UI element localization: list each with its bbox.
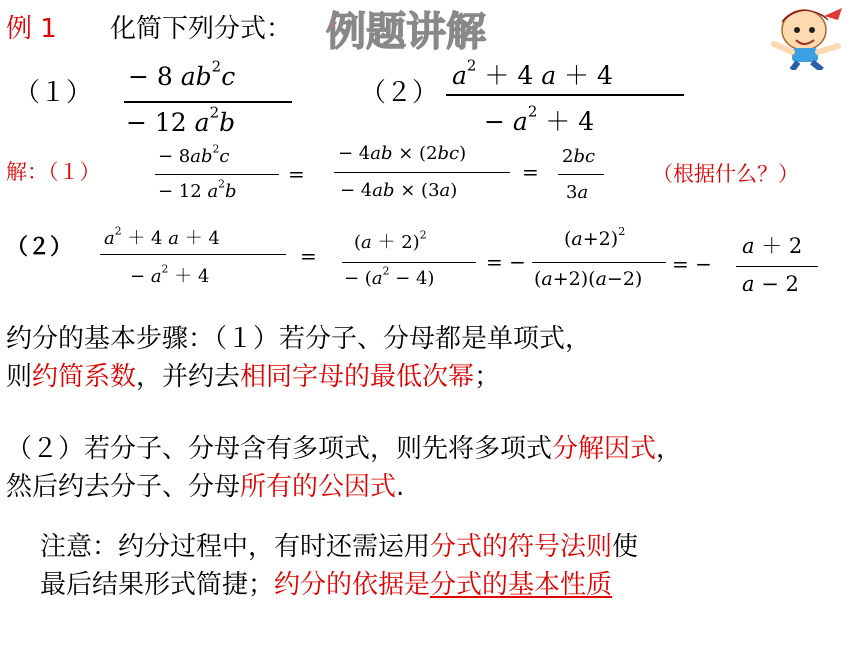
equals-sign: = <box>300 244 317 268</box>
solution-2-frac4-bar <box>736 266 818 267</box>
problem-2-numerator: $a^2 + 4$ a ＋ 4 <box>452 56 613 90</box>
equals-sign: = <box>288 162 305 186</box>
solution-1-frac2-num: − 4ab × (2bc) <box>338 143 467 164</box>
solution-2-frac2-num: $(a + 2)^2$ <box>354 228 427 253</box>
solution-2-frac1-den: − $a^2 + 4$ <box>130 262 210 287</box>
reason-question: （根据什么？） <box>652 162 799 186</box>
equals-minus-sign: = − <box>672 252 712 276</box>
solution-2-frac2-bar <box>342 262 476 263</box>
banner-char-3: 讲 <box>406 9 446 55</box>
instruction-text: 化简下列分式： <box>110 14 293 44</box>
example-label: 例 1 <box>6 14 57 44</box>
problem-1-fraction-bar <box>124 101 292 103</box>
problem-2-label: （２） <box>360 78 439 108</box>
equals-sign: = <box>522 160 539 184</box>
solution-1-frac1-num: − $8ab^2c$ <box>158 142 230 167</box>
solution-1-label: 解：（１） <box>6 160 101 184</box>
steps-line-2: 则约简系数，并约去相同字母的最低次幂； <box>6 362 501 392</box>
banner-char-2: 题 <box>366 9 406 55</box>
solution-2-frac4-num: a ＋ 2 <box>742 234 803 258</box>
solution-2-frac1-bar <box>100 254 286 255</box>
solution-1-frac1-den: − 12 $a^2b$ <box>158 177 237 202</box>
solution-1-frac3-bar <box>558 174 604 175</box>
problem-2-fraction-bar <box>446 94 684 96</box>
solution-1-frac3-num: 2bc <box>562 146 596 167</box>
solution-1-frac2-bar <box>334 172 510 173</box>
solution-2-label: （２） <box>6 235 73 260</box>
solution-2-frac3-num: $(a+2)^2$ <box>564 223 626 250</box>
steps-line-3: （２）若分子、分母含有多项式，则先将多项式分解因式， <box>6 434 683 464</box>
solution-2-frac4-den: a − 2 <box>742 272 799 296</box>
banner-char-4: 解 <box>446 9 486 55</box>
solution-1-frac3-den: 3a <box>566 182 589 203</box>
equals-minus-sign: = − <box>486 250 526 274</box>
banner-title <box>326 0 486 57</box>
problem-1-numerator: − 8 $ab^2c$ <box>128 57 236 91</box>
problem-1-denominator: − 12 $a^2b$ <box>126 103 236 137</box>
solution-2-frac1-num: $a^2 + 4$ a ＋ 4 <box>104 224 220 249</box>
note-line-1: 注意：约分过程中，有时还需运用分式的符号法则使 <box>40 532 639 562</box>
problem-2-denominator: − $a^2 + 4$ <box>484 102 595 136</box>
note-line-2: 最后结果形式简捷；约分的依据是分式的基本性质 <box>40 570 613 600</box>
steps-line-4: 然后约去分子、分母所有的公因式. <box>6 472 405 502</box>
solution-1-frac1-bar <box>155 174 279 175</box>
solution-2-frac3-den: (a+2)(a−2) <box>534 268 643 290</box>
solution-1-frac2-den: − 4ab × (3a) <box>340 180 458 201</box>
steps-line-1: 约分的基本步骤：（１）若分子、分母都是单项式， <box>6 324 592 354</box>
problem-1-label: （１） <box>14 78 93 108</box>
banner-char-1: 例 <box>326 9 366 55</box>
solution-2-frac3-bar <box>532 262 666 263</box>
cartoon-boy-illustration <box>752 0 856 70</box>
solution-2-frac2-den: − $(a^2 - 4)$ <box>344 264 435 289</box>
